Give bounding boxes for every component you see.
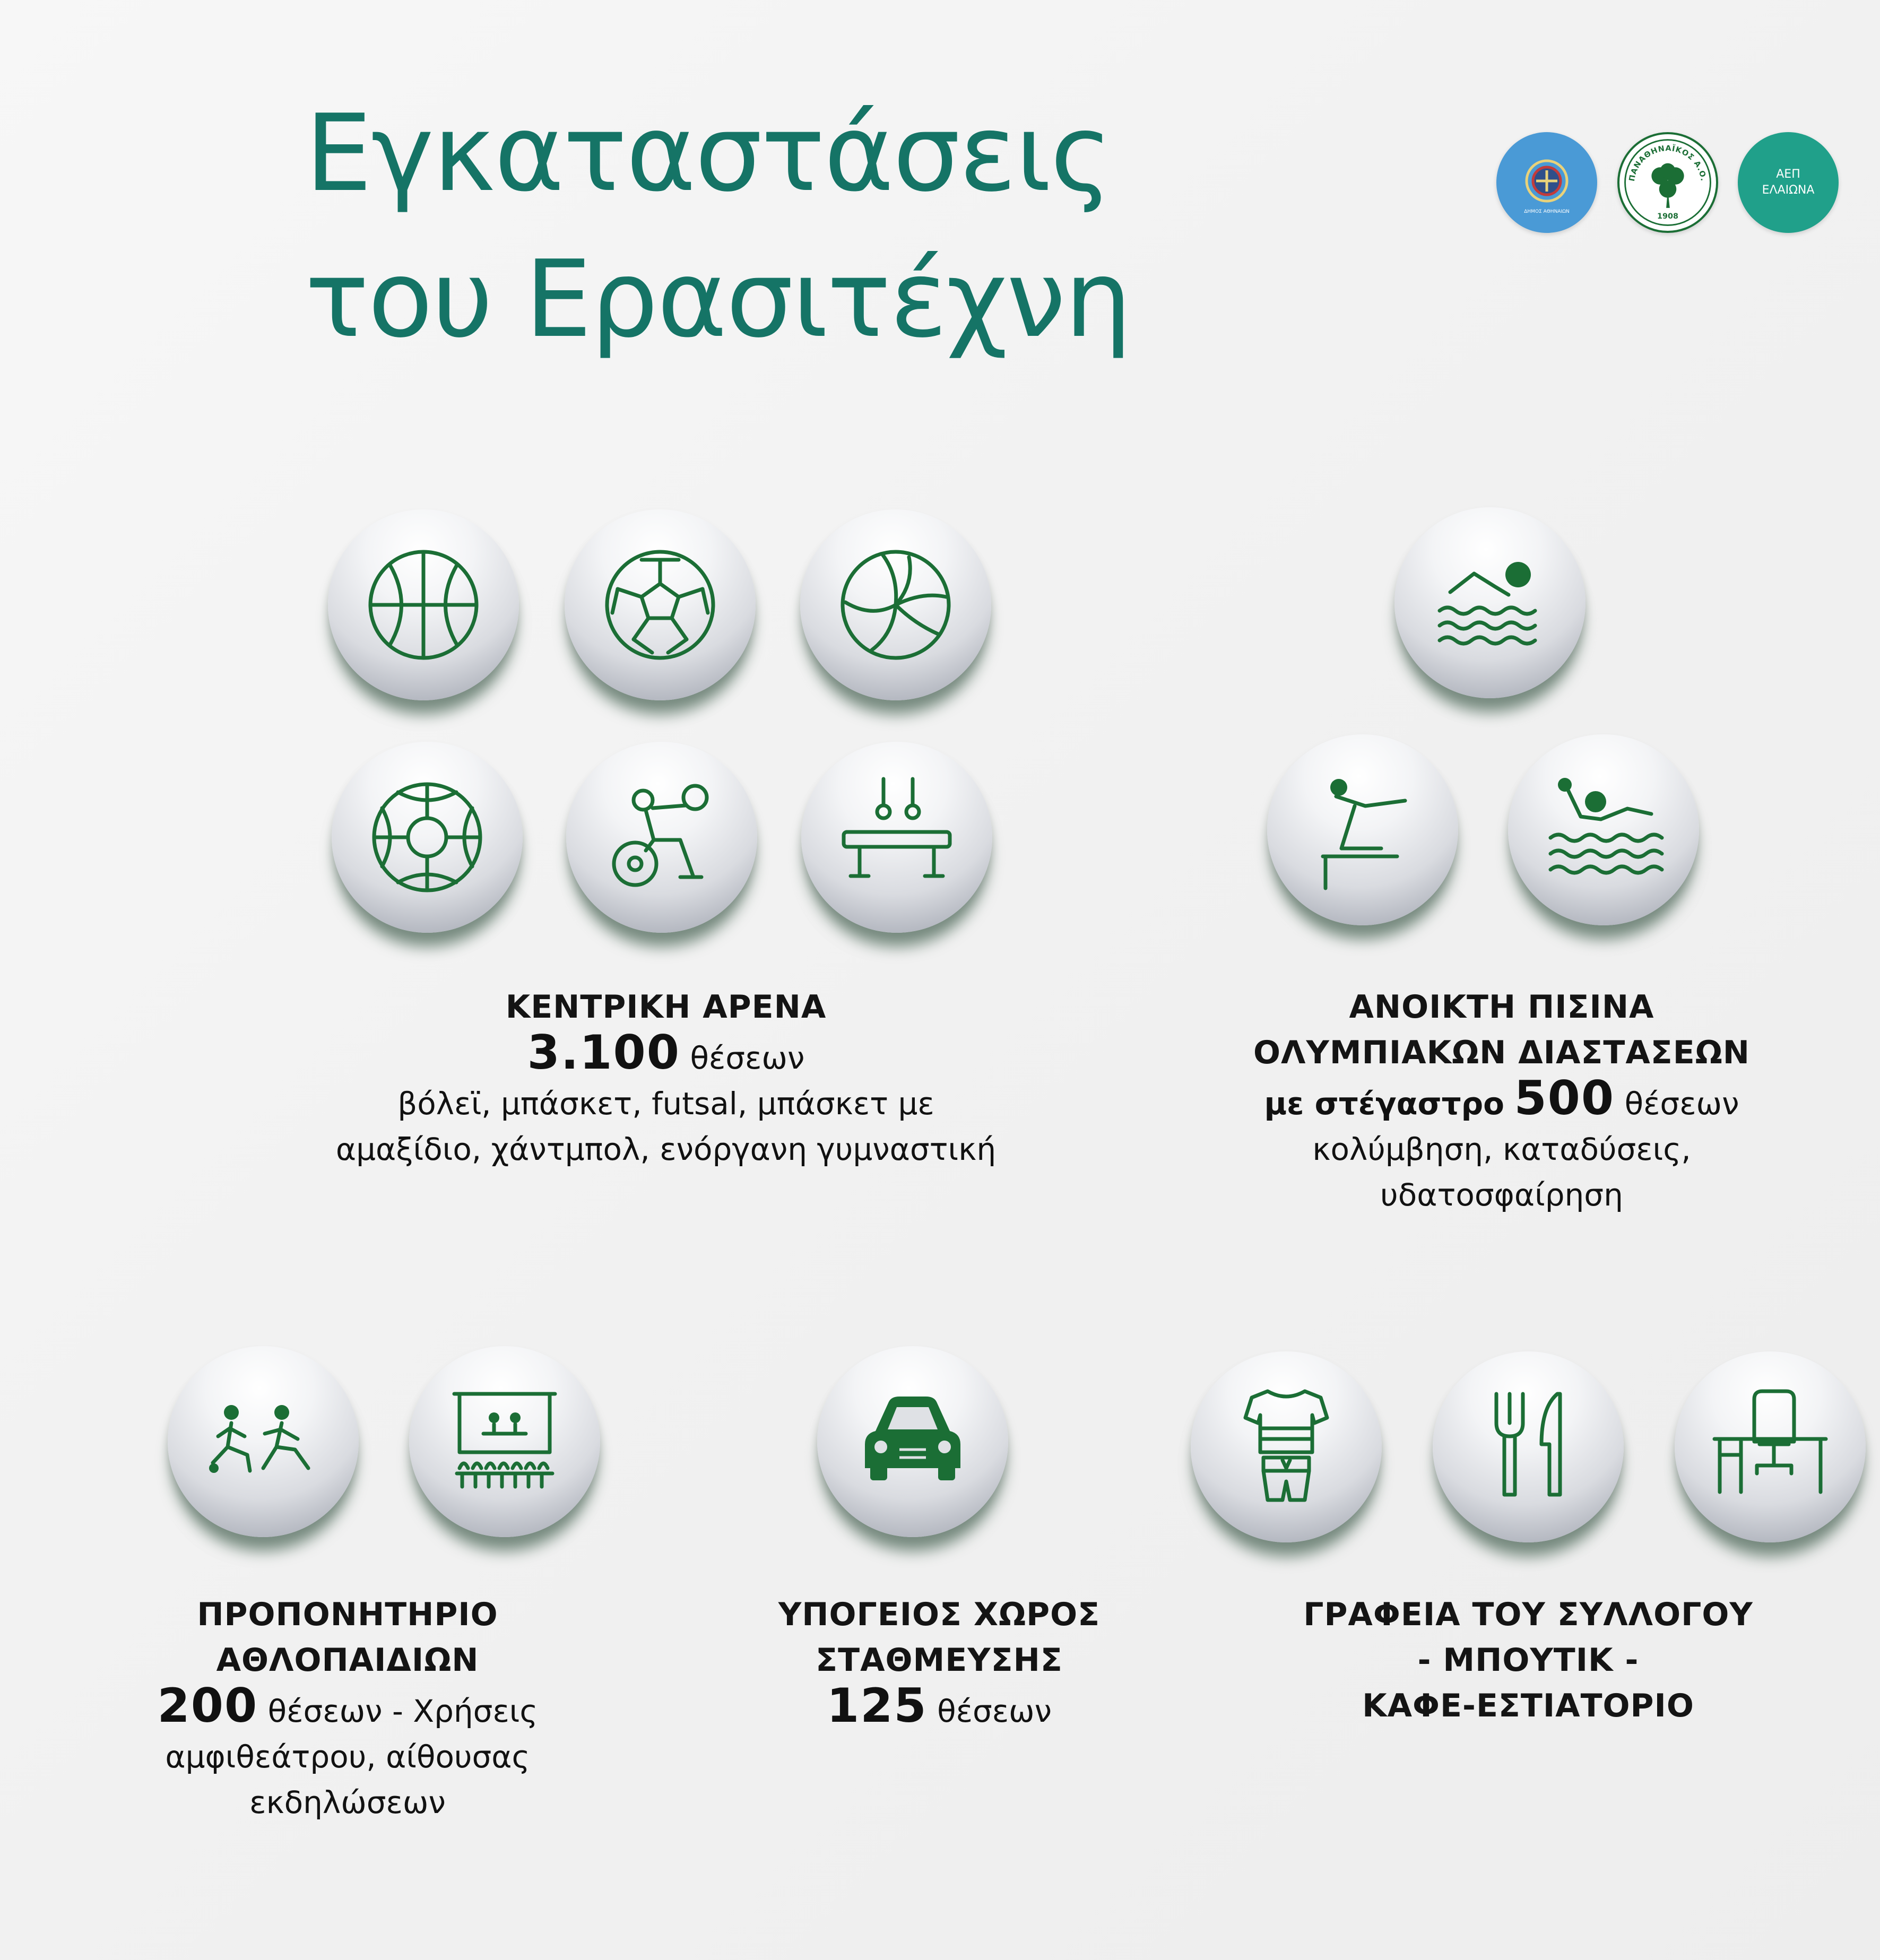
parking-heading-line-1: ΥΠΟΓΕΙΟΣ ΧΩΡΟΣ — [778, 1596, 1101, 1633]
car-icon — [852, 1381, 974, 1503]
pool-seat-suffix: θέσεων — [1624, 1086, 1739, 1122]
parking-space-suffix: θέσεων — [937, 1693, 1052, 1729]
pool-sports-line-1: κολύμβηση, καταδύσεις, — [1312, 1131, 1691, 1167]
club-logo — [1617, 132, 1718, 233]
shamrock-icon — [1651, 163, 1684, 208]
arena-section — [239, 984, 1093, 1172]
basketball-circle — [328, 509, 519, 700]
offices-heading-line-1: ΓΡΑΦΕΙΑ ΤΟΥ ΣΥΛΛΟΓΟΥ — [1303, 1596, 1753, 1633]
car-circle — [817, 1346, 1008, 1537]
volleyball-icon — [835, 544, 957, 666]
municipality-label: ΔΗΜΟΣ ΑΘΗΝΑΙΩΝ — [1524, 209, 1570, 214]
cutlery-icon — [1467, 1386, 1589, 1508]
aep-logo-line-1: ΑΕΠ — [1776, 168, 1800, 181]
water-polo-icon — [1543, 769, 1665, 891]
aep-logo — [1738, 132, 1839, 233]
volleyball-circle — [800, 509, 991, 700]
diving-circle — [1267, 734, 1458, 925]
wheelchair-basketball-icon — [601, 776, 723, 898]
municipality-logo — [1496, 132, 1597, 233]
gymnastics-circle — [801, 742, 992, 933]
training-heading-line-1: ΠΡΟΠΟΝΗΤΗΡΙΟ — [197, 1596, 498, 1633]
training-seat-suffix: θέσεων - Χρήσεις — [267, 1693, 538, 1729]
arena-sports-line-2: αμαξίδιο, χάντμπολ, ενόργανη γυμναστική — [335, 1131, 997, 1167]
training-section — [80, 1592, 616, 1825]
cutlery-circle — [1433, 1351, 1624, 1542]
office-desk-icon — [1709, 1386, 1831, 1508]
club-ring-text: ΠΑΝΑΘΗΝΑΪΚΟΣ Α.Ο. — [1627, 144, 1708, 182]
wheelchair-basketball-circle — [566, 742, 757, 933]
swimming-circle — [1394, 507, 1586, 698]
training-heading-line-2: ΑΘΛΟΠΑΙΔΙΩΝ — [216, 1642, 479, 1679]
water-polo-circle — [1508, 734, 1699, 925]
office-desk-circle — [1675, 1351, 1866, 1542]
pool-heading-line-2: ΟΛΥΜΠΙΑΚΩΝ ΔΙΑΣΤΑΣΕΩΝ — [1253, 1034, 1750, 1071]
handball-icon — [599, 544, 721, 666]
training-seat-count: 200 — [157, 1678, 258, 1733]
kit-icon — [1225, 1386, 1347, 1508]
handball-circle — [565, 509, 756, 700]
arena-sports-line-1: βόλεϊ, μπάσκετ, futsal, μπάσκετ με — [397, 1086, 934, 1122]
kit-circle — [1191, 1351, 1382, 1542]
diving-icon — [1302, 769, 1424, 891]
club-year: 1908 — [1657, 212, 1678, 221]
training-uses-line-1: αμφιθεάτρου, αίθουσας — [165, 1739, 530, 1775]
offices-heading-line-2: - ΜΠΟΥΤΙΚ - — [1417, 1642, 1639, 1679]
arena-seat-count: 3.100 — [527, 1025, 680, 1080]
arena-heading: ΚΕΝΤΡΙΚΗ ΑΡΕΝΑ — [505, 988, 827, 1026]
amphitheatre-circle — [409, 1346, 600, 1537]
futsal-ball-icon — [366, 776, 488, 898]
running-players-circle — [168, 1346, 359, 1537]
pool-sports-line-2: υδατοσφαίρηση — [1380, 1177, 1623, 1213]
parking-section — [690, 1592, 1189, 1734]
gymnastics-rings-icon — [836, 776, 958, 898]
parking-space-count: 125 — [826, 1678, 928, 1733]
futsal-circle — [332, 742, 523, 933]
offices-heading-line-3: ΚΑΦΕ-ΕΣΤΙΑΤΟΡΙΟ — [1362, 1687, 1694, 1724]
basketball-icon — [362, 544, 484, 666]
page-title-line-1: Εγκαταστάσεις — [305, 92, 1112, 215]
offices-section — [1236, 1592, 1820, 1729]
training-uses-line-2: εκδηλώσεων — [249, 1784, 446, 1820]
arena-seat-suffix: θέσεων — [690, 1040, 805, 1076]
page-title-line-2: του Ερασιτέχνη — [305, 238, 1131, 361]
pool-heading-line-1: ΑΝΟΙΚΤΗ ΠΙΣΙΝΑ — [1349, 988, 1654, 1026]
amphitheatre-icon — [444, 1381, 566, 1503]
parking-heading-line-2: ΣΤΑΘΜΕΥΣΗΣ — [816, 1642, 1063, 1679]
running-players-icon — [202, 1381, 324, 1503]
pool-section — [1183, 984, 1820, 1218]
swimming-icon — [1429, 542, 1551, 664]
pool-seat-count: 500 — [1514, 1071, 1615, 1125]
pool-roof-prefix: με στέγαστρο — [1264, 1086, 1505, 1122]
aep-logo-line-2: ΕΛΑΙΩΝΑ — [1762, 184, 1815, 197]
